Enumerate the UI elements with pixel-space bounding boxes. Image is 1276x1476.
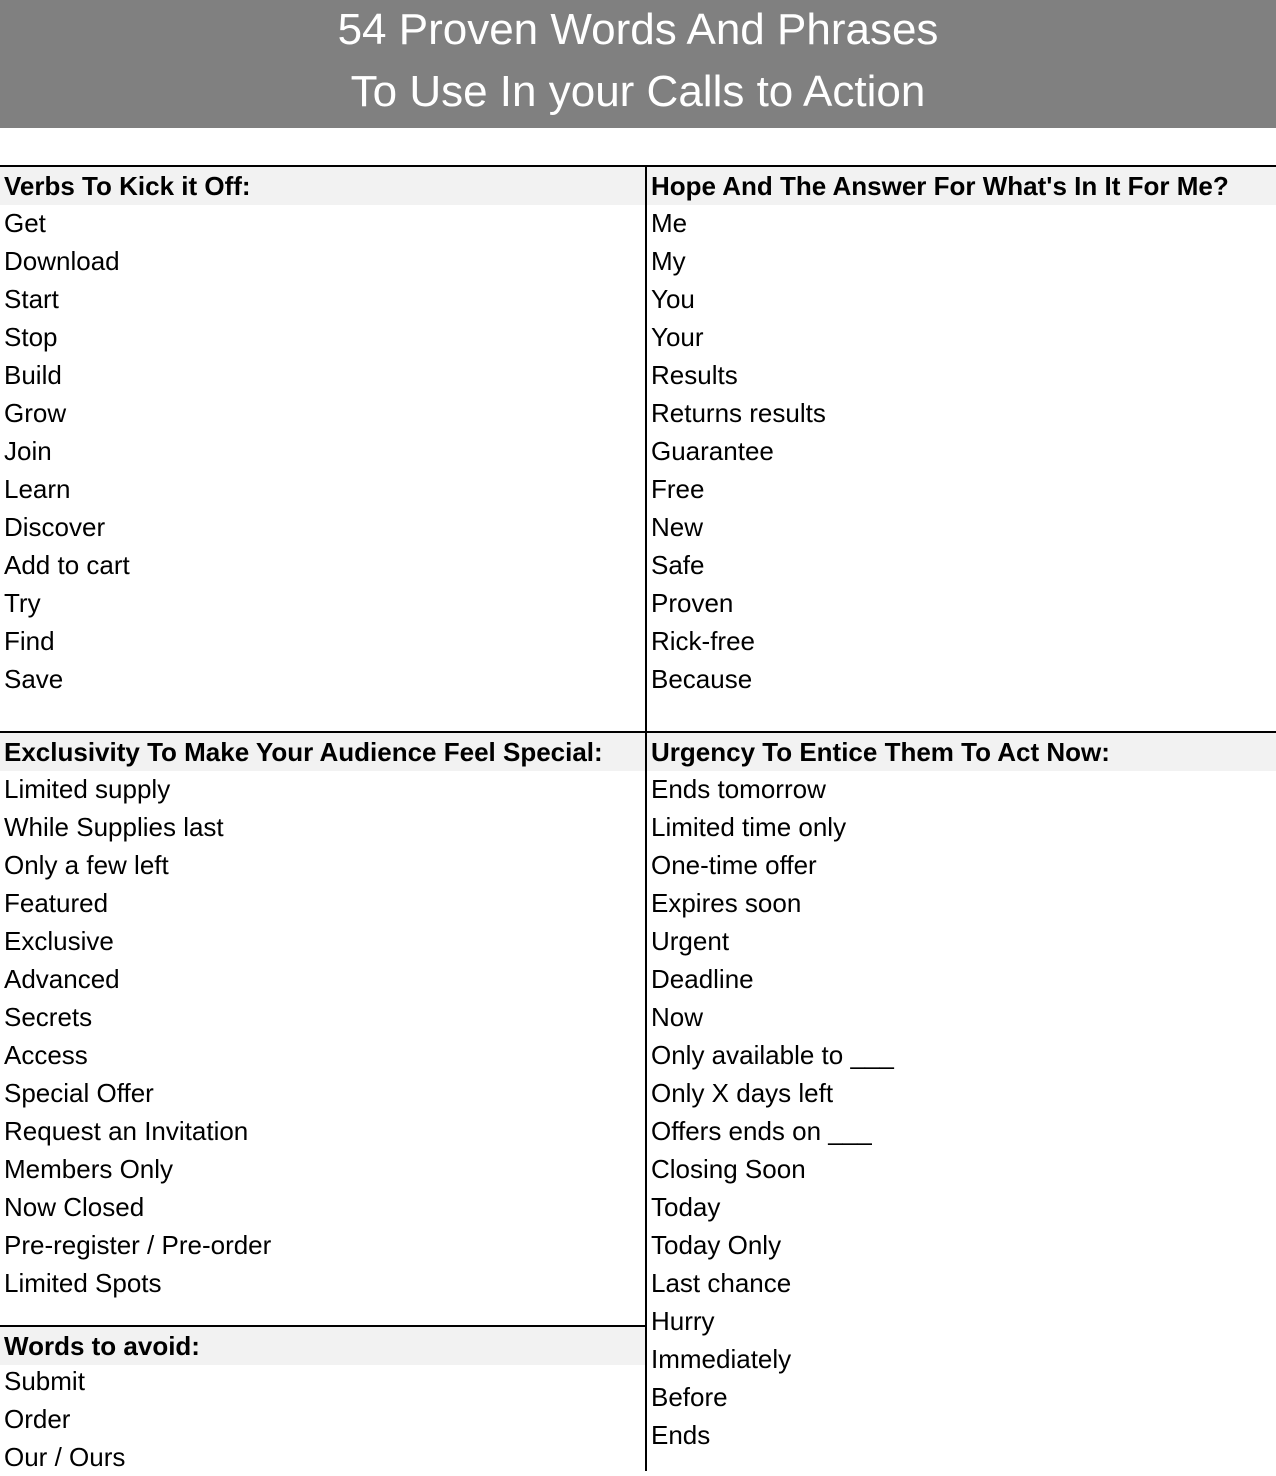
list-item: Hurry — [651, 1306, 715, 1336]
list-item: Start — [4, 284, 59, 314]
list-item: Returns results — [651, 398, 826, 428]
list-item: Try — [4, 588, 41, 618]
list-item: Request an Invitation — [4, 1116, 249, 1146]
list-item: Now — [651, 1002, 704, 1032]
list-item: Join — [4, 436, 52, 466]
list-item: One-time offer — [651, 850, 817, 880]
list-item: Closing Soon — [651, 1154, 806, 1184]
list-item: Learn — [4, 474, 71, 504]
list-item: Before — [651, 1382, 728, 1412]
list-item: While Supplies last — [4, 812, 224, 842]
list-item: Immediately — [651, 1344, 792, 1374]
list-item: Safe — [651, 550, 705, 580]
verbs-list — [0, 204, 645, 698]
list-item: Last chance — [651, 1268, 792, 1298]
list-item: Grow — [4, 398, 67, 428]
title-banner — [0, 0, 1276, 128]
urgency-list — [647, 770, 1276, 1454]
list-item: Limited Spots — [4, 1268, 162, 1298]
list-item: Pre-register / Pre-order — [4, 1230, 272, 1260]
list-item: Limited supply — [4, 774, 171, 804]
list-item: Today — [651, 1192, 721, 1222]
list-item: Access — [4, 1040, 88, 1070]
list-item: Ends tomorrow — [651, 774, 826, 804]
hope-section-title: Hope And The Answer For What's In It For Me? — [647, 167, 1276, 205]
list-item: Now Closed — [4, 1192, 145, 1222]
page-title-line-2: To Use In your Calls to Action — [350, 67, 926, 116]
list-item: Get — [4, 208, 46, 238]
list-item: Order — [4, 1404, 71, 1434]
hope-list — [647, 204, 1276, 698]
list-item: Deadline — [651, 964, 754, 994]
list-item: Your — [651, 322, 704, 352]
list-item: Build — [4, 360, 62, 390]
list-item: Ends — [651, 1420, 711, 1450]
avoid-section-title: Words to avoid: — [0, 1327, 645, 1365]
list-item: Exclusive — [4, 926, 114, 956]
list-item: Limited time only — [651, 812, 847, 842]
list-item: Featured — [4, 888, 109, 918]
list-item: Find — [4, 626, 55, 656]
list-item: Offers ends on ___ — [651, 1116, 872, 1146]
list-item: Save — [4, 664, 64, 694]
avoid-list — [0, 1362, 645, 1476]
list-item: Rick-free — [651, 626, 756, 656]
list-item: Only X days left — [651, 1078, 834, 1108]
list-item: Guarantee — [651, 436, 774, 466]
verbs-section-title: Verbs To Kick it Off: — [0, 167, 645, 205]
page-title-line-1: 54 Proven Words And Phrases — [337, 5, 939, 54]
list-item: Advanced — [4, 964, 120, 994]
list-item: My — [651, 246, 686, 276]
urgency-section-title: Urgency To Entice Them To Act Now: — [647, 733, 1276, 771]
list-item: Our / Ours — [4, 1442, 126, 1472]
list-item: Because — [651, 664, 753, 694]
list-item: Submit — [4, 1366, 85, 1396]
list-item: Only available to ___ — [651, 1040, 894, 1070]
list-item: Special Offer — [4, 1078, 154, 1108]
list-item: Results — [651, 360, 738, 390]
list-item: Secrets — [4, 1002, 93, 1032]
list-item: Urgent — [651, 926, 730, 956]
list-item: New — [651, 512, 704, 542]
list-item: Proven — [651, 588, 734, 618]
list-item: Free — [651, 474, 705, 504]
list-item: Me — [651, 208, 688, 238]
list-item: Members Only — [4, 1154, 174, 1184]
list-item: You — [651, 284, 695, 314]
list-item: Download — [4, 246, 120, 276]
list-item: Add to cart — [4, 550, 130, 580]
list-item: Discover — [4, 512, 106, 542]
exclusivity-list — [0, 770, 645, 1302]
list-item: Expires soon — [651, 888, 802, 918]
list-item: Stop — [4, 322, 58, 352]
exclusivity-section-title: Exclusivity To Make Your Audience Feel Special: — [0, 733, 645, 771]
list-item: Today Only — [651, 1230, 782, 1260]
list-item: Only a few left — [4, 850, 169, 880]
